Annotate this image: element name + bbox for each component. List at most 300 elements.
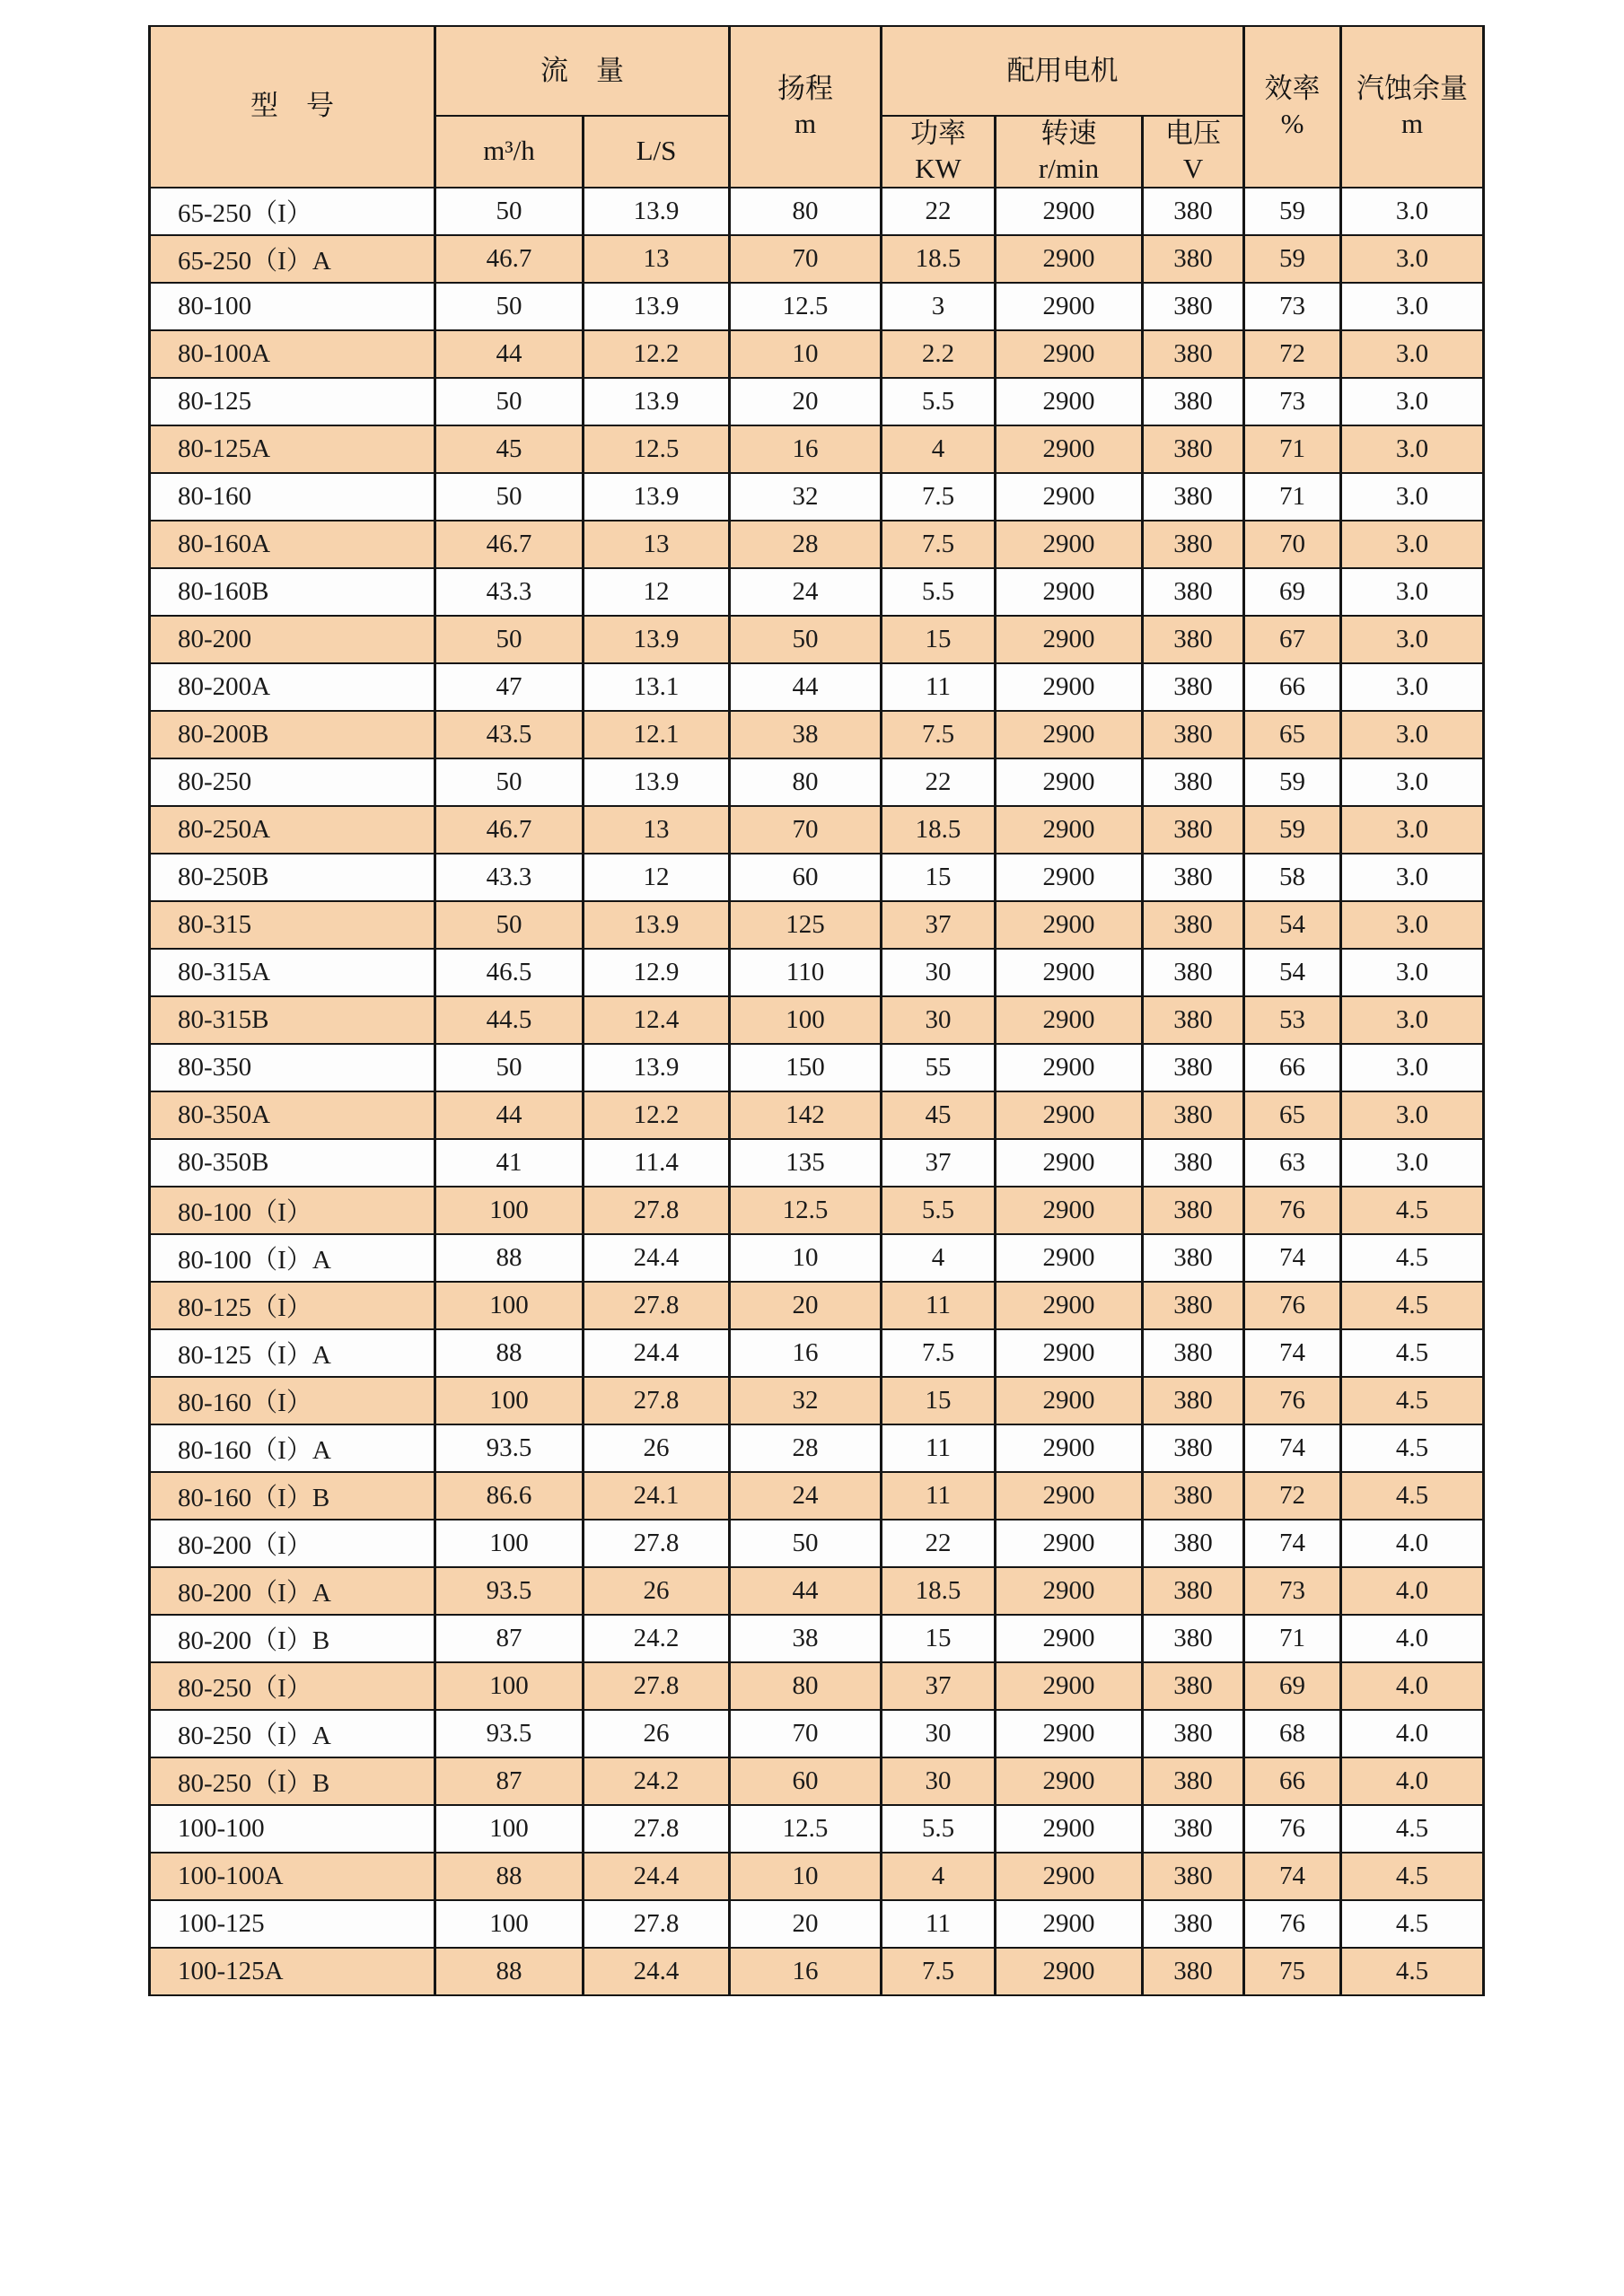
value-cell: 72 (1244, 330, 1341, 378)
header-motor (882, 26, 1244, 116)
value-cell: 380 (1143, 378, 1244, 425)
value-cell: 13.9 (584, 1044, 730, 1091)
value-cell: 380 (1143, 616, 1244, 663)
value-cell: 2900 (996, 1282, 1143, 1329)
value-cell: 380 (1143, 1853, 1244, 1900)
value-cell: 13.9 (584, 758, 730, 806)
value-cell: 30 (882, 1710, 996, 1757)
value-cell: 93.5 (435, 1424, 584, 1472)
value-cell: 110 (730, 949, 882, 996)
value-cell: 24 (730, 568, 882, 616)
header-flow-ls (584, 116, 730, 188)
table-row (150, 711, 1484, 758)
value-cell: 20 (730, 1282, 882, 1329)
table-row (150, 901, 1484, 949)
value-cell: 380 (1143, 1567, 1244, 1615)
value-cell: 380 (1143, 1377, 1244, 1424)
value-cell: 60 (730, 1757, 882, 1805)
value-cell: 50 (730, 616, 882, 663)
value-cell: 3.0 (1341, 425, 1484, 473)
value-cell: 27.8 (584, 1187, 730, 1234)
model-cell: 80-250 (150, 758, 435, 806)
value-cell: 93.5 (435, 1710, 584, 1757)
value-cell: 41 (435, 1139, 584, 1187)
value-cell: 380 (1143, 1472, 1244, 1520)
table-row (150, 1900, 1484, 1948)
value-cell: 4 (882, 1853, 996, 1900)
value-cell: 50 (435, 473, 584, 521)
value-cell: 100 (435, 1282, 584, 1329)
value-cell: 2900 (996, 1329, 1143, 1377)
value-cell: 380 (1143, 949, 1244, 996)
value-cell: 37 (882, 901, 996, 949)
value-cell: 80 (730, 758, 882, 806)
value-cell: 16 (730, 1329, 882, 1377)
value-cell: 4.5 (1341, 1900, 1484, 1948)
value-cell: 59 (1244, 806, 1341, 854)
value-cell: 2900 (996, 996, 1143, 1044)
value-cell: 4.5 (1341, 1948, 1484, 1995)
value-cell: 380 (1143, 425, 1244, 473)
value-cell: 4.5 (1341, 1187, 1484, 1234)
value-cell: 73 (1244, 378, 1341, 425)
header-flow-m3h-label: m³/h (483, 135, 535, 167)
value-cell: 12.5 (730, 1187, 882, 1234)
value-cell: 65 (1244, 711, 1341, 758)
value-cell: 2900 (996, 1234, 1143, 1282)
table-row (150, 521, 1484, 568)
value-cell: 22 (882, 758, 996, 806)
value-cell: 87 (435, 1757, 584, 1805)
value-cell: 2900 (996, 188, 1143, 235)
value-cell: 380 (1143, 1139, 1244, 1187)
value-cell: 87 (435, 1615, 584, 1662)
model-cell: 100-100 (150, 1805, 435, 1853)
value-cell: 2900 (996, 949, 1143, 996)
value-cell: 142 (730, 1091, 882, 1139)
table-row (150, 1567, 1484, 1615)
value-cell: 73 (1244, 1567, 1341, 1615)
value-cell: 3.0 (1341, 996, 1484, 1044)
value-cell: 2900 (996, 806, 1143, 854)
value-cell: 13.9 (584, 473, 730, 521)
value-cell: 380 (1143, 711, 1244, 758)
value-cell: 380 (1143, 1710, 1244, 1757)
table-row (150, 949, 1484, 996)
table-row (150, 1282, 1484, 1329)
value-cell: 11 (882, 1900, 996, 1948)
model-cell: 80-160（I）B (150, 1472, 435, 1520)
table-row (150, 1091, 1484, 1139)
value-cell: 63 (1244, 1139, 1341, 1187)
value-cell: 32 (730, 1377, 882, 1424)
value-cell: 13 (584, 521, 730, 568)
value-cell: 2900 (996, 1044, 1143, 1091)
value-cell: 71 (1244, 425, 1341, 473)
value-cell: 380 (1143, 188, 1244, 235)
value-cell: 46.7 (435, 806, 584, 854)
value-cell: 30 (882, 949, 996, 996)
value-cell: 45 (882, 1091, 996, 1139)
value-cell: 380 (1143, 663, 1244, 711)
table-row (150, 473, 1484, 521)
value-cell: 380 (1143, 1805, 1244, 1853)
table-row (150, 1853, 1484, 1900)
value-cell: 2900 (996, 616, 1143, 663)
value-cell: 22 (882, 1520, 996, 1567)
header-flow (435, 26, 730, 116)
value-cell: 7.5 (882, 1329, 996, 1377)
value-cell: 2900 (996, 1139, 1143, 1187)
value-cell: 125 (730, 901, 882, 949)
value-cell: 11.4 (584, 1139, 730, 1187)
value-cell: 13.9 (584, 188, 730, 235)
model-cell: 80-160 (150, 473, 435, 521)
model-cell: 80-125A (150, 425, 435, 473)
value-cell: 80 (730, 188, 882, 235)
model-cell: 80-100A (150, 330, 435, 378)
value-cell: 50 (435, 283, 584, 330)
model-cell: 80-250（I）B (150, 1757, 435, 1805)
value-cell: 2900 (996, 1091, 1143, 1139)
value-cell: 65 (1244, 1091, 1341, 1139)
header-speed (996, 116, 1143, 188)
header-motor-label: 配用电机 (1006, 54, 1119, 86)
value-cell: 11 (882, 1282, 996, 1329)
value-cell: 55 (882, 1044, 996, 1091)
value-cell: 24.4 (584, 1948, 730, 1995)
table-row (150, 235, 1484, 283)
value-cell: 3.0 (1341, 473, 1484, 521)
value-cell: 50 (435, 1044, 584, 1091)
value-cell: 380 (1143, 1044, 1244, 1091)
model-cell: 65-250（I） (150, 188, 435, 235)
value-cell: 4.5 (1341, 1234, 1484, 1282)
value-cell: 59 (1244, 758, 1341, 806)
value-cell: 380 (1143, 473, 1244, 521)
value-cell: 71 (1244, 473, 1341, 521)
table-row (150, 1424, 1484, 1472)
value-cell: 380 (1143, 1234, 1244, 1282)
value-cell: 30 (882, 996, 996, 1044)
value-cell: 380 (1143, 758, 1244, 806)
value-cell: 50 (435, 616, 584, 663)
table-row (150, 1472, 1484, 1520)
header-voltage-unit: V (1182, 152, 1204, 184)
value-cell: 380 (1143, 1757, 1244, 1805)
value-cell: 93.5 (435, 1567, 584, 1615)
value-cell: 4.5 (1341, 1377, 1484, 1424)
table-row (150, 1710, 1484, 1757)
value-cell: 45 (435, 425, 584, 473)
model-cell: 80-250（I）A (150, 1710, 435, 1757)
value-cell: 150 (730, 1044, 882, 1091)
table-row (150, 1805, 1484, 1853)
value-cell: 2900 (996, 1567, 1143, 1615)
value-cell: 380 (1143, 1520, 1244, 1567)
header-flow-m3h (435, 116, 584, 188)
value-cell: 12.5 (730, 1805, 882, 1853)
model-cell: 80-160（I） (150, 1377, 435, 1424)
value-cell: 2900 (996, 663, 1143, 711)
value-cell: 3.0 (1341, 235, 1484, 283)
value-cell: 15 (882, 1377, 996, 1424)
value-cell: 380 (1143, 521, 1244, 568)
value-cell: 3.0 (1341, 711, 1484, 758)
value-cell: 12 (584, 854, 730, 901)
model-cell: 80-350B (150, 1139, 435, 1187)
value-cell: 100 (435, 1187, 584, 1234)
value-cell: 4.0 (1341, 1662, 1484, 1710)
value-cell: 50 (435, 188, 584, 235)
value-cell: 58 (1244, 854, 1341, 901)
table-row (150, 1520, 1484, 1567)
value-cell: 2900 (996, 1424, 1143, 1472)
value-cell: 3 (882, 283, 996, 330)
value-cell: 3.0 (1341, 901, 1484, 949)
table-header (150, 26, 1484, 188)
value-cell: 12.5 (584, 425, 730, 473)
model-cell: 80-160B (150, 568, 435, 616)
model-cell: 80-160A (150, 521, 435, 568)
value-cell: 3.0 (1341, 758, 1484, 806)
value-cell: 60 (730, 854, 882, 901)
value-cell: 15 (882, 854, 996, 901)
value-cell: 3.0 (1341, 949, 1484, 996)
value-cell: 44 (730, 663, 882, 711)
model-cell: 80-315 (150, 901, 435, 949)
value-cell: 2900 (996, 901, 1143, 949)
value-cell: 27.8 (584, 1805, 730, 1853)
value-cell: 27.8 (584, 1900, 730, 1948)
value-cell: 24.2 (584, 1757, 730, 1805)
header-head-unit: m (794, 107, 817, 139)
table-row (150, 663, 1484, 711)
value-cell: 50 (435, 758, 584, 806)
value-cell: 38 (730, 711, 882, 758)
value-cell: 100 (435, 1520, 584, 1567)
value-cell: 59 (1244, 188, 1341, 235)
value-cell: 12.2 (584, 330, 730, 378)
value-cell: 54 (1244, 949, 1341, 996)
header-voltage-label: 电压 (1165, 118, 1221, 149)
value-cell: 27.8 (584, 1662, 730, 1710)
value-cell: 12.9 (584, 949, 730, 996)
value-cell: 13.9 (584, 283, 730, 330)
value-cell: 380 (1143, 283, 1244, 330)
value-cell: 88 (435, 1853, 584, 1900)
table-row (150, 1662, 1484, 1710)
table-row (150, 806, 1484, 854)
pump-spec-table (148, 25, 1485, 1996)
value-cell: 26 (584, 1710, 730, 1757)
value-cell: 3.0 (1341, 1044, 1484, 1091)
value-cell: 380 (1143, 1615, 1244, 1662)
value-cell: 4.0 (1341, 1520, 1484, 1567)
model-cell: 80-250A (150, 806, 435, 854)
value-cell: 75 (1244, 1948, 1341, 1995)
model-cell: 80-200 (150, 616, 435, 663)
value-cell: 66 (1244, 663, 1341, 711)
value-cell: 380 (1143, 1329, 1244, 1377)
value-cell: 4.5 (1341, 1805, 1484, 1853)
value-cell: 28 (730, 521, 882, 568)
value-cell: 13 (584, 235, 730, 283)
value-cell: 12.2 (584, 1091, 730, 1139)
value-cell: 4 (882, 1234, 996, 1282)
value-cell: 24.4 (584, 1329, 730, 1377)
value-cell: 2900 (996, 758, 1143, 806)
value-cell: 69 (1244, 1662, 1341, 1710)
header-npsh (1341, 26, 1484, 188)
value-cell: 2900 (996, 425, 1143, 473)
model-cell: 80-200B (150, 711, 435, 758)
value-cell: 38 (730, 1615, 882, 1662)
value-cell: 2900 (996, 711, 1143, 758)
value-cell: 66 (1244, 1044, 1341, 1091)
value-cell: 70 (730, 806, 882, 854)
table-row (150, 425, 1484, 473)
model-cell: 80-200（I）A (150, 1567, 435, 1615)
value-cell: 380 (1143, 854, 1244, 901)
value-cell: 74 (1244, 1234, 1341, 1282)
header-npsh-unit: m (1400, 107, 1424, 139)
value-cell: 2900 (996, 330, 1143, 378)
value-cell: 44 (435, 1091, 584, 1139)
value-cell: 7.5 (882, 473, 996, 521)
header-flow-ls-label: L/S (636, 135, 677, 167)
value-cell: 3.0 (1341, 188, 1484, 235)
model-cell: 80-200A (150, 663, 435, 711)
table-row (150, 758, 1484, 806)
value-cell: 43.3 (435, 854, 584, 901)
value-cell: 2900 (996, 854, 1143, 901)
value-cell: 4.0 (1341, 1615, 1484, 1662)
value-cell: 26 (584, 1567, 730, 1615)
value-cell: 2900 (996, 1948, 1143, 1995)
header-power-unit: KW (915, 152, 961, 184)
model-cell: 80-200（I）B (150, 1615, 435, 1662)
value-cell: 2900 (996, 1520, 1143, 1567)
header-speed-label: 转速 (1040, 118, 1097, 149)
table-row (150, 1329, 1484, 1377)
value-cell: 12.4 (584, 996, 730, 1044)
table-row (150, 1377, 1484, 1424)
value-cell: 10 (730, 1853, 882, 1900)
value-cell: 20 (730, 378, 882, 425)
value-cell: 3.0 (1341, 283, 1484, 330)
header-model-label: 型 号 (250, 90, 334, 122)
value-cell: 12.5 (730, 283, 882, 330)
value-cell: 2900 (996, 235, 1143, 283)
value-cell: 2900 (996, 1187, 1143, 1234)
value-cell: 27.8 (584, 1377, 730, 1424)
model-cell: 100-125A (150, 1948, 435, 1995)
header-efficiency-unit: % (1280, 107, 1304, 139)
header-power (882, 116, 996, 188)
value-cell: 71 (1244, 1615, 1341, 1662)
header-efficiency (1244, 26, 1341, 188)
value-cell: 10 (730, 330, 882, 378)
header-head (730, 26, 882, 188)
header-power-label: 功率 (910, 118, 966, 149)
value-cell: 43.5 (435, 711, 584, 758)
header-speed-unit: r/min (1038, 152, 1100, 184)
value-cell: 5.5 (882, 378, 996, 425)
value-cell: 66 (1244, 1757, 1341, 1805)
value-cell: 380 (1143, 1091, 1244, 1139)
value-cell: 22 (882, 188, 996, 235)
model-cell: 80-250B (150, 854, 435, 901)
value-cell: 88 (435, 1948, 584, 1995)
model-cell: 80-315B (150, 996, 435, 1044)
header-head-label: 扬程 (777, 73, 833, 104)
value-cell: 46.5 (435, 949, 584, 996)
value-cell: 68 (1244, 1710, 1341, 1757)
value-cell: 11 (882, 1472, 996, 1520)
value-cell: 380 (1143, 1187, 1244, 1234)
value-cell: 7.5 (882, 711, 996, 758)
value-cell: 4.5 (1341, 1282, 1484, 1329)
value-cell: 380 (1143, 568, 1244, 616)
value-cell: 3.0 (1341, 378, 1484, 425)
value-cell: 100 (435, 1805, 584, 1853)
value-cell: 135 (730, 1139, 882, 1187)
value-cell: 7.5 (882, 1948, 996, 1995)
value-cell: 5.5 (882, 1187, 996, 1234)
value-cell: 24.4 (584, 1234, 730, 1282)
value-cell: 13.9 (584, 901, 730, 949)
value-cell: 3.0 (1341, 806, 1484, 854)
table-row (150, 854, 1484, 901)
value-cell: 380 (1143, 1662, 1244, 1710)
model-cell: 80-125（I）A (150, 1329, 435, 1377)
value-cell: 2900 (996, 568, 1143, 616)
value-cell: 86.6 (435, 1472, 584, 1520)
value-cell: 2.2 (882, 330, 996, 378)
table-row (150, 1615, 1484, 1662)
value-cell: 72 (1244, 1472, 1341, 1520)
table-row (150, 1187, 1484, 1234)
value-cell: 380 (1143, 235, 1244, 283)
value-cell: 4.0 (1341, 1757, 1484, 1805)
value-cell: 380 (1143, 1282, 1244, 1329)
value-cell: 2900 (996, 283, 1143, 330)
table-row (150, 1757, 1484, 1805)
value-cell: 74 (1244, 1329, 1341, 1377)
value-cell: 76 (1244, 1187, 1341, 1234)
value-cell: 70 (730, 1710, 882, 1757)
value-cell: 24.4 (584, 1853, 730, 1900)
value-cell: 3.0 (1341, 663, 1484, 711)
value-cell: 27.8 (584, 1282, 730, 1329)
value-cell: 50 (730, 1520, 882, 1567)
model-cell: 80-125（I） (150, 1282, 435, 1329)
model-cell: 80-160（I）A (150, 1424, 435, 1472)
value-cell: 10 (730, 1234, 882, 1282)
value-cell: 4.5 (1341, 1472, 1484, 1520)
model-cell: 80-125 (150, 378, 435, 425)
table-row (150, 378, 1484, 425)
value-cell: 74 (1244, 1424, 1341, 1472)
model-cell: 100-100A (150, 1853, 435, 1900)
value-cell: 13.1 (584, 663, 730, 711)
value-cell: 2900 (996, 1757, 1143, 1805)
value-cell: 4.5 (1341, 1329, 1484, 1377)
model-cell: 80-100（I） (150, 1187, 435, 1234)
value-cell: 76 (1244, 1282, 1341, 1329)
value-cell: 30 (882, 1757, 996, 1805)
